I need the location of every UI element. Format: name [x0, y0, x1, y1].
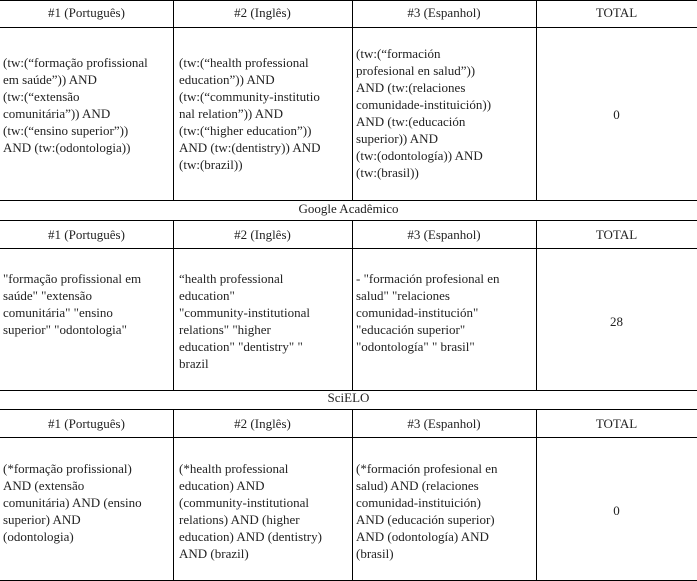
header-col-portuguese: #1 (Português) [48, 5, 125, 20]
scielo-query-portuguese: (*formação profissional) AND (extensão comunitária) AND (ensino superior) AND (odontologia) [3, 461, 142, 544]
header-col-english: #2 (Inglês) [234, 416, 291, 431]
header-col-total: TOTAL [595, 5, 638, 20]
google-query-spanish: - "formación profesional en salud" "relaciones comunidad-institución" "educación superior" "odontología" " brasil" [356, 271, 500, 354]
header-col-spanish: #3 (Espanhol) [407, 227, 481, 242]
block-scielo [0, 409, 697, 581]
header-col-portuguese: #1 (Português) [48, 227, 125, 242]
block-bvs [0, 0, 697, 201]
header-col-english: #2 (Inglês) [234, 227, 291, 242]
section-title-google-academico: Google Acadêmico [298, 201, 399, 216]
header-col-english: #2 (Inglês) [234, 5, 291, 20]
bvs-query-english: (tw:(“health professional education”)) AND (tw:(“community-institutio nal relation”)) AND (tw:(“higher education”)) AND (tw:(dentistry)) AND (tw:(brazil)) [179, 55, 321, 172]
header-col-spanish: #3 (Espanhol) [407, 416, 481, 431]
header-col-portuguese: #1 (Português) [48, 416, 125, 431]
google-query-portuguese: "formação profissional em saúde" "extensão comunitária" "ensino superior" "odontologia" [3, 271, 142, 337]
section-title-scielo: SciELO [327, 390, 370, 405]
bvs-query-spanish: (tw:(“formación profesional en salud”)) AND (tw:(relaciones comunidade-instituición)) AND (tw:(educación superior)) AND (tw:(odontología)) AND (tw:(brasil)) [356, 46, 492, 180]
header-col-total: TOTAL [595, 416, 638, 431]
block-google-academico [0, 220, 697, 391]
header-col-total: TOTAL [595, 227, 638, 242]
google-query-english: “health professional education" "community-institutional relations" "higher education" "dentistry" " brazil [179, 271, 310, 371]
scielo-query-english: (*health professional education) AND (community-institutional relations) AND (higher education) AND (dentistry) AND (brazil) [179, 461, 322, 561]
google-total: 28 [610, 314, 623, 329]
scielo-query-spanish: (*formación profesional en salud) AND (relaciones comunidad-instituición) AND (educación superior) AND (odontología) AND (brasil) [356, 461, 498, 561]
header-col-spanish: #3 (Espanhol) [407, 5, 481, 20]
bvs-query-portuguese: (tw:(“formação profissional em saúde”)) AND (tw:(“extensão comunitária”)) AND (tw:(“ensino superior”)) AND (tw:(odontologia)) [3, 55, 148, 155]
bvs-total: 0 [613, 107, 620, 122]
scielo-total: 0 [613, 503, 620, 518]
